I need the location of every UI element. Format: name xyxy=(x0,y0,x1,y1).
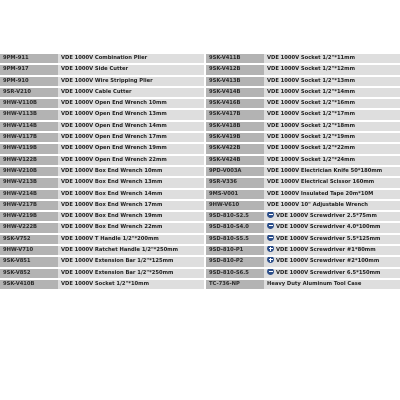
table-row xyxy=(0,257,400,266)
item-code-right xyxy=(206,99,264,108)
item-description-left-text: VDE 1000V Open End Wrench 17mm xyxy=(61,134,167,141)
table-row xyxy=(0,178,400,187)
table-row xyxy=(0,133,400,142)
item-description-right xyxy=(264,167,400,176)
table-row xyxy=(0,110,400,119)
item-code-left-text: 9HW-V113B xyxy=(3,111,38,118)
item-code-right xyxy=(206,212,264,221)
item-code-right-text: TC-736-NP xyxy=(209,280,240,287)
item-code-right xyxy=(206,65,264,74)
item-description-right xyxy=(264,246,400,255)
table-row xyxy=(0,167,400,176)
item-code-left-text: 9HW-V117B xyxy=(3,134,38,141)
item-description-right xyxy=(264,133,400,142)
item-description-right-text: VDE 1000V Insulated Tape 20m*10M xyxy=(267,190,374,197)
item-code-left-text: 9SK-V752 xyxy=(3,235,31,242)
table-row xyxy=(0,280,400,289)
item-code-left xyxy=(0,65,58,74)
item-description-right xyxy=(264,201,400,210)
item-description-left-text: VDE 1000V T Handle 1/2"*200mm xyxy=(61,235,159,242)
item-description-left-text: VDE 1000V Open End Wrench 19mm xyxy=(61,145,167,152)
item-code-left-text: 9HW-V214B xyxy=(3,190,38,197)
item-code-right xyxy=(206,223,264,232)
item-description-right-text: VDE 1000V Socket 1/2"*17mm xyxy=(267,111,355,118)
slotted-screwdriver-icon xyxy=(267,235,274,241)
item-code-left xyxy=(0,257,58,266)
item-description-left xyxy=(58,99,206,108)
item-code-left xyxy=(0,144,58,153)
item-description-left-text: VDE 1000V Cable Cutter xyxy=(61,88,132,95)
item-description-left-text: VDE 1000V Open End Wrench 10mm xyxy=(61,100,167,107)
item-description-left xyxy=(58,201,206,210)
item-description-right xyxy=(264,280,400,289)
item-code-right-text: 9SD-810-S5.5 xyxy=(209,235,249,242)
parts-table-body xyxy=(0,54,400,289)
table-row xyxy=(0,201,400,210)
item-code-left xyxy=(0,122,58,131)
item-code-left xyxy=(0,167,58,176)
item-description-left xyxy=(58,133,206,142)
item-code-right xyxy=(206,257,264,266)
item-description-left xyxy=(58,257,206,266)
item-description-left xyxy=(58,156,206,165)
item-description-left xyxy=(58,280,206,289)
item-code-left-text: 9SR-V210 xyxy=(3,88,31,95)
item-code-left xyxy=(0,235,58,244)
item-code-left-text: 9SK-V852 xyxy=(3,269,31,276)
item-description-left xyxy=(58,212,206,221)
table-row xyxy=(0,212,400,221)
item-description-right xyxy=(264,178,400,187)
item-code-left-text: 9HW-V213B xyxy=(3,179,38,186)
item-code-right xyxy=(206,167,264,176)
item-description-left xyxy=(58,144,206,153)
item-description-left xyxy=(58,178,206,187)
item-code-right-text: 9SD-810-S6.5 xyxy=(209,269,249,276)
item-description-right-text: VDE 1000V Electrician Knife 50*180mm xyxy=(267,167,383,174)
item-code-left-text: 9HW-V119B xyxy=(3,145,38,152)
item-code-right xyxy=(206,246,264,255)
item-description-right-text: VDE 1000V Socket 1/2"*22mm xyxy=(267,145,355,152)
item-code-right-text: 9SD-810-S2.5 xyxy=(209,213,249,220)
item-description-left-text: VDE 1000V Extension Bar 1/2"*250mm xyxy=(61,269,174,276)
item-code-left-text: 9HW-V219B xyxy=(3,213,38,220)
item-code-right xyxy=(206,110,264,119)
item-description-right xyxy=(264,223,400,232)
phillips-screwdriver-icon xyxy=(267,246,274,252)
table-row xyxy=(0,99,400,108)
item-description-left-text: VDE 1000V Box End Wrench 14mm xyxy=(61,190,163,197)
item-description-right xyxy=(264,269,400,278)
item-code-right xyxy=(206,235,264,244)
item-description-right-text: VDE 1000V Screwdriver #1*80mm xyxy=(276,247,376,254)
item-code-right-text: 9SD-810-P2 xyxy=(209,258,244,265)
item-code-right-text: 9SK-V418B xyxy=(209,122,241,129)
item-description-left xyxy=(58,190,206,199)
item-code-right xyxy=(206,201,264,210)
item-code-right xyxy=(206,190,264,199)
item-code-left xyxy=(0,190,58,199)
slotted-screwdriver-icon xyxy=(267,269,274,275)
item-description-right-text: VDE 1000V Screwdriver 6.5*150mm xyxy=(276,269,381,276)
item-code-left xyxy=(0,212,58,221)
item-code-left xyxy=(0,77,58,86)
item-code-left xyxy=(0,223,58,232)
item-code-right-text: 9SK-V413B xyxy=(209,77,241,84)
item-code-right-text: 9SR-V336 xyxy=(209,179,237,186)
item-description-right xyxy=(264,99,400,108)
item-description-right-text: VDE 1000V Socket 1/2"*24mm xyxy=(267,156,355,163)
item-description-right xyxy=(264,190,400,199)
table-row xyxy=(0,77,400,86)
item-description-left xyxy=(58,167,206,176)
parts-table xyxy=(0,52,400,291)
item-code-left-text: 9HW-V122B xyxy=(3,156,38,163)
item-code-left-text: 9HW-V114B xyxy=(3,122,38,129)
item-description-left xyxy=(58,110,206,119)
item-description-left-text: VDE 1000V Open End Wrench 22mm xyxy=(61,156,167,163)
table-row xyxy=(0,65,400,74)
slotted-screwdriver-icon xyxy=(267,223,274,229)
item-code-right xyxy=(206,133,264,142)
item-description-right-text: VDE 1000V Socket 1/2"*12mm xyxy=(267,66,355,73)
item-description-left-text: VDE 1000V Open End Wrench 13mm xyxy=(61,111,167,118)
item-description-left xyxy=(58,65,206,74)
item-code-right xyxy=(206,144,264,153)
item-code-right-text: 9MS-V001 xyxy=(209,190,239,197)
item-description-left xyxy=(58,235,206,244)
item-description-right-text: VDE 1000V Screwdriver 5.5*125mm xyxy=(276,235,381,242)
item-code-left xyxy=(0,280,58,289)
item-description-left-text: VDE 1000V Extension Bar 1/2"*125mm xyxy=(61,258,174,265)
item-code-left xyxy=(0,156,58,165)
item-code-left xyxy=(0,269,58,278)
table-row xyxy=(0,88,400,97)
item-description-right xyxy=(264,257,400,266)
slotted-screwdriver-icon xyxy=(267,212,274,218)
item-description-left-text: VDE 1000V Side Cutter xyxy=(61,66,129,73)
item-description-left xyxy=(58,269,206,278)
item-description-right-text: VDE 1000V Socket 1/2"*11mm xyxy=(267,55,355,61)
item-code-right-text: 9SK-V419B xyxy=(209,134,241,141)
item-code-left xyxy=(0,201,58,210)
item-code-right xyxy=(206,88,264,97)
item-code-left-text: 9SK-V410B xyxy=(3,280,35,287)
item-description-left-text: VDE 1000V Box End Wrench 10mm xyxy=(61,167,163,174)
item-code-right-text: 9SK-V424B xyxy=(209,156,241,163)
item-code-right-text: 9PD-V003A xyxy=(209,167,242,174)
item-description-left xyxy=(58,88,206,97)
item-code-right xyxy=(206,156,264,165)
item-code-left-text: 9PM-910 xyxy=(3,77,29,84)
item-code-right-text: 9SK-V417B xyxy=(209,111,241,118)
item-code-right-text: 9SD-810-S4.0 xyxy=(209,224,249,231)
item-code-left xyxy=(0,178,58,187)
item-description-right-text: VDE 1000V Socket 1/2"*13mm xyxy=(267,77,355,84)
item-code-left xyxy=(0,54,58,63)
table-row xyxy=(0,122,400,131)
item-description-right xyxy=(264,235,400,244)
item-description-right-text: VDE 1000V Screwdriver 4.0*100mm xyxy=(276,224,381,231)
item-code-right xyxy=(206,280,264,289)
item-code-left-text: 9SK-V851 xyxy=(3,258,31,265)
item-description-left-text: VDE 1000V Wire Stripping Plier xyxy=(61,77,153,84)
table-row xyxy=(0,235,400,244)
item-description-left-text: VDE 1000V Box End Wrench 19mm xyxy=(61,213,163,220)
item-code-left-text: 9HW-V710 xyxy=(3,247,34,254)
item-code-left xyxy=(0,246,58,255)
table-row xyxy=(0,54,400,63)
item-code-right xyxy=(206,77,264,86)
table-row xyxy=(0,223,400,232)
item-description-left-text: VDE 1000V Box End Wrench 22mm xyxy=(61,224,163,231)
item-description-left-text: VDE 1000V Box End Wrench 13mm xyxy=(61,179,163,186)
item-description-right-text: VDE 1000V Socket 1/2"*18mm xyxy=(267,122,355,129)
item-code-left xyxy=(0,88,58,97)
item-code-right-text: 9HW-V610 xyxy=(209,201,240,208)
item-code-left-text: 9PM-911 xyxy=(3,55,29,61)
item-description-right xyxy=(264,122,400,131)
item-description-left xyxy=(58,122,206,131)
item-code-right xyxy=(206,54,264,63)
item-code-left-text: 9PM-917 xyxy=(3,66,29,73)
item-code-right xyxy=(206,122,264,131)
table-row xyxy=(0,156,400,165)
item-description-left-text: VDE 1000V Socket 1/2"*10mm xyxy=(61,280,149,287)
item-description-left-text: VDE 1000V Box End Wrench 17mm xyxy=(61,201,163,208)
item-description-left xyxy=(58,246,206,255)
item-code-left-text: 9HW-V210B xyxy=(3,167,38,174)
item-description-right-text: VDE 1000V Screwdriver 2.5*75mm xyxy=(276,213,377,220)
phillips-screwdriver-icon xyxy=(267,257,274,263)
item-code-right-text: 9SK-V414B xyxy=(209,88,241,95)
item-description-left-text: VDE 1000V Combination Plier xyxy=(61,55,148,61)
item-code-right-text: 9SK-V411B xyxy=(209,55,241,61)
item-description-right xyxy=(264,77,400,86)
item-description-right-text: VDE 1000V Electrical Scissor 160mm xyxy=(267,179,375,186)
item-description-right-text: VDE 1000V Screwdriver #2*100mm xyxy=(276,258,380,265)
item-code-left xyxy=(0,110,58,119)
item-description-right-text: Heavy Duty Aluminum Tool Case xyxy=(267,280,362,287)
item-description-right-text: VDE 1000V Socket 1/2"*16mm xyxy=(267,100,355,107)
item-description-right-text: VDE 1000V 10" Adjustable Wrench xyxy=(267,201,368,208)
parts-list xyxy=(0,52,400,342)
table-row xyxy=(0,190,400,199)
item-code-left-text: 9HW-V222B xyxy=(3,224,38,231)
item-description-right xyxy=(264,65,400,74)
table-row xyxy=(0,246,400,255)
item-description-right-text: VDE 1000V Socket 1/2"*14mm xyxy=(267,88,355,95)
item-code-left xyxy=(0,133,58,142)
item-description-left xyxy=(58,223,206,232)
item-description-left-text: VDE 1000V Ratchet Handle 1/2"*250mm xyxy=(61,247,178,254)
item-code-right-text: 9SK-V422B xyxy=(209,145,241,152)
item-description-right xyxy=(264,88,400,97)
item-description-right xyxy=(264,110,400,119)
item-code-right xyxy=(206,269,264,278)
item-code-left xyxy=(0,99,58,108)
item-code-left-text: 9HW-V217B xyxy=(3,201,38,208)
item-description-left-text: VDE 1000V Open End Wrench 14mm xyxy=(61,122,167,129)
item-description-right xyxy=(264,156,400,165)
item-description-right xyxy=(264,144,400,153)
item-description-right xyxy=(264,212,400,221)
item-description-right xyxy=(264,54,400,63)
item-description-left xyxy=(58,54,206,63)
item-description-left xyxy=(58,77,206,86)
table-row xyxy=(0,269,400,278)
item-code-right-text: 9SK-V412B xyxy=(209,66,241,73)
table-row xyxy=(0,144,400,153)
item-code-right-text: 9SK-V416B xyxy=(209,100,241,107)
item-code-right-text: 9SD-810-P1 xyxy=(209,247,244,254)
item-code-left-text: 9HW-V110B xyxy=(3,100,38,107)
item-description-right-text: VDE 1000V Socket 1/2"*19mm xyxy=(267,134,355,141)
item-code-right xyxy=(206,178,264,187)
